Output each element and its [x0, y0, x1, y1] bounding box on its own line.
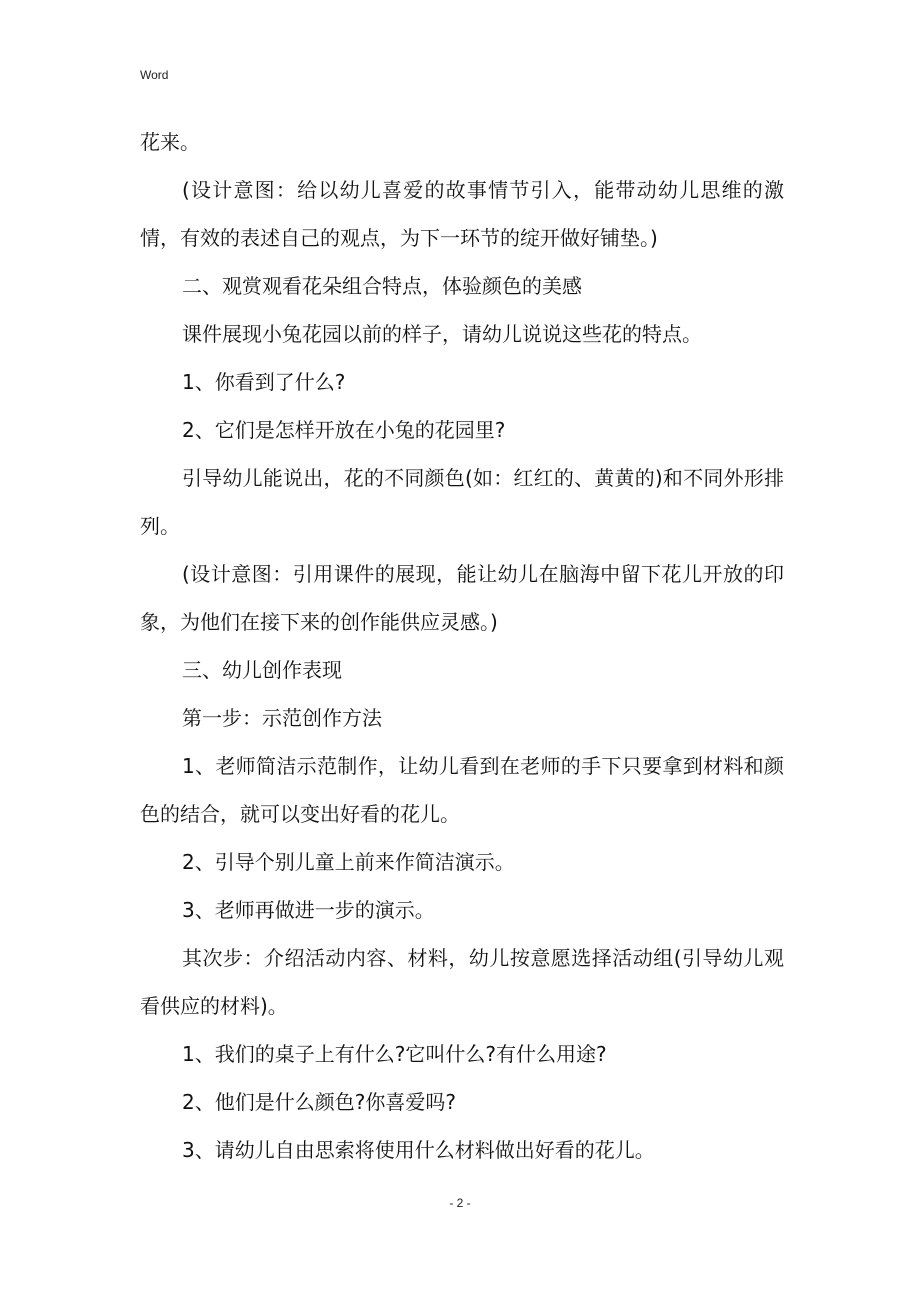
paragraph-courseware-intro: 课件展现小兔花园以前的样子，请幼儿说说这些花的特点。: [182, 322, 702, 346]
paragraph-continuation: 花来。: [140, 130, 200, 154]
document-header-label: Word: [140, 68, 169, 82]
step-heading-1: 第一步：示范创作方法: [182, 706, 382, 730]
paragraph-design-intent-1: (设计意图：给以幼儿喜爱的故事情节引入，能带动幼儿思维的激情，有效的表述自己的观点，为下一环节的绽开做好铺垫。): [140, 178, 784, 250]
paragraph-design-intent-2: (设计意图：引用课件的展现，能让幼儿在脑海中留下花儿开放的印象，为他们在接下来的创作能供应灵感。): [140, 562, 784, 634]
list-item-step1-2: 2、引导个别儿童上前来作简洁演示。: [182, 850, 515, 874]
list-item-step1-1: 1、老师简洁示范制作，让幼儿看到在老师的手下只要拿到材料和颜色的结合，就可以变出好看的花儿。: [140, 754, 784, 826]
list-item-step2-2: 2、他们是什么颜色?你喜爱吗?: [182, 1090, 456, 1114]
list-item-step2-1: 1、我们的桌子上有什么?它叫什么?有什么用途?: [182, 1042, 607, 1066]
step-heading-2: 其次步：介绍活动内容、材料，幼儿按意愿选择活动组(引导幼儿观看供应的材料)。: [140, 946, 784, 1018]
section-heading-2: 二、观赏观看花朵组合特点，体验颜色的美感: [182, 274, 582, 298]
list-item-step2-3: 3、请幼儿自由思索将使用什么材料做出好看的花儿。: [182, 1138, 655, 1162]
list-item-question-1: 1、你看到了什么?: [182, 370, 346, 394]
document-body: [140, 118, 784, 1174]
list-item-step1-3: 3、老师再做进一步的演示。: [182, 898, 435, 922]
section-heading-3: 三、幼儿创作表现: [182, 658, 342, 682]
list-item-question-2: 2、它们是怎样开放在小兔的花园里?: [182, 418, 506, 442]
page-number: - 2 -: [449, 1196, 471, 1210]
paragraph-guide: 引导幼儿能说出，花的不同颜色(如：红红的、黄黄的)和不同外形排列。: [140, 466, 784, 538]
